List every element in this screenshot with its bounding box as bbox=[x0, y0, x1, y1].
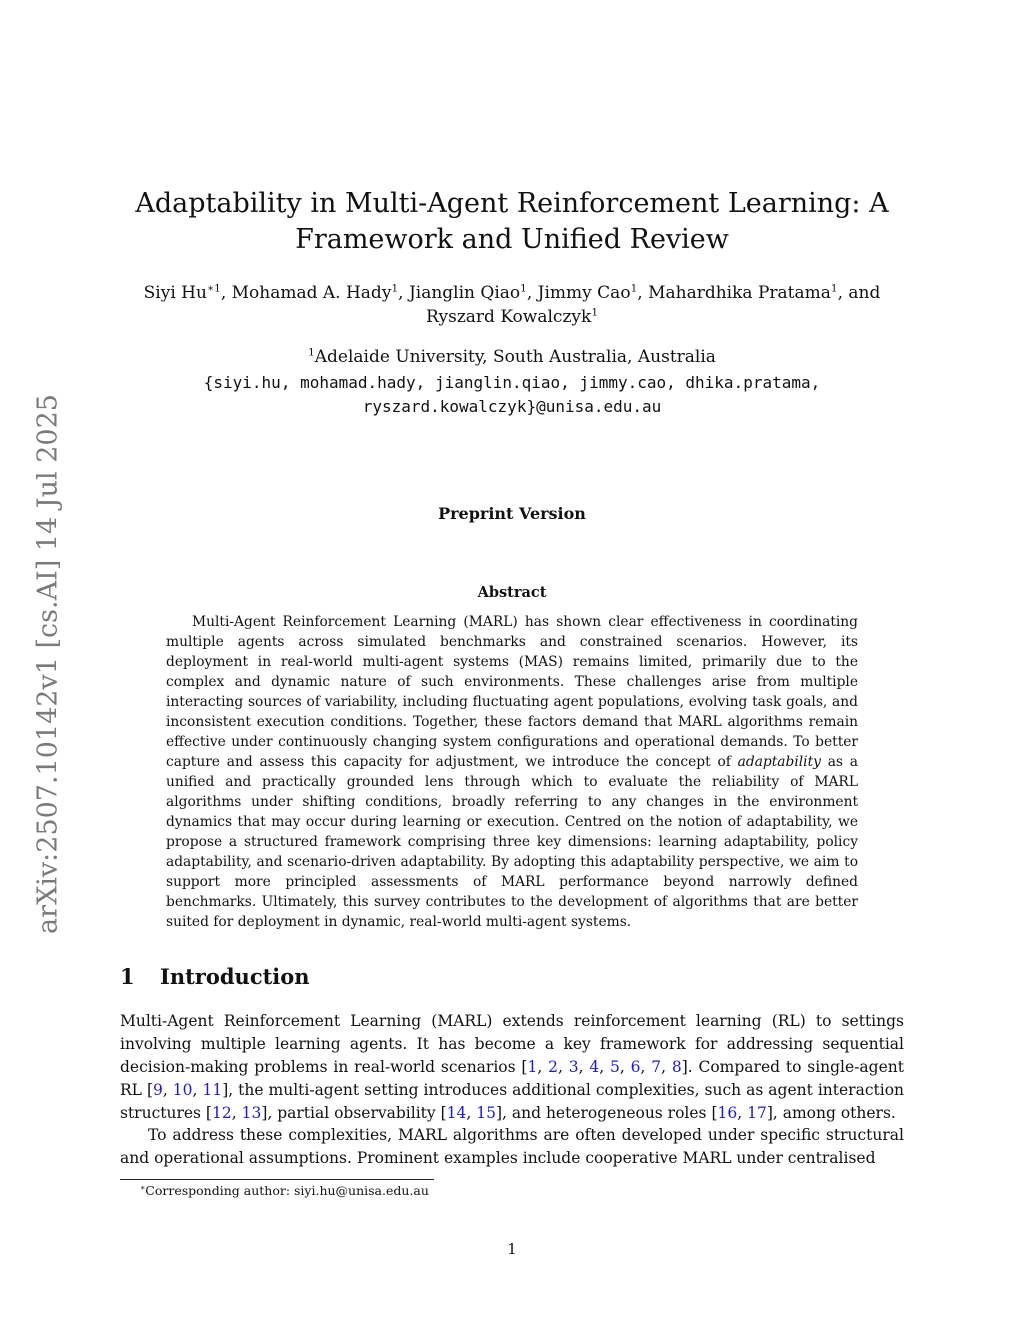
author-affil-mark: 1 bbox=[630, 282, 638, 295]
intro-text: Multi-Agent Reinforcement Learning (MARL) extends reinforcement learning (RL) to settings involving multiple learning agents. It has become a key framework for addressing sequential decision-making problems in real-world scenarios [ bbox=[120, 1012, 904, 1076]
intro-paragraph-2: To address these complexities, MARL algorithms are often developed under specific structural and operational assumptions. Prominent examples include cooperative MARL under centralised bbox=[120, 1126, 904, 1167]
abstract-text-1: Multi-Agent Reinforcement Learning (MARL) has shown clear effectiveness in coordinating multiple agents across simulated benchmarks and constrained scenarios. However, its deployment in real-world multi-agent systems (MAS) remains limited, primarily due to the complex and dynamic nature of such environments. These challenges arise from multiple interacting sources of variability, including fluctuating agent populations, evolving task goals, and inconsistent execution conditions. Together, these factors demand that MARL algorithms remain effective under continuously changing system configurations and operational demands. To better capture and assess this capacity for adjustment, we introduce the concept of bbox=[166, 614, 858, 770]
citation-link[interactable]: 5 bbox=[609, 1058, 620, 1076]
citation-link[interactable]: 4 bbox=[589, 1058, 600, 1076]
citation-link[interactable]: 13 bbox=[241, 1104, 262, 1122]
citation-link[interactable]: 16 bbox=[717, 1104, 738, 1122]
author-affil-mark: 1 bbox=[520, 282, 527, 295]
page-number: 1 bbox=[507, 1240, 517, 1258]
title-line-1: Adaptability in Multi-Agent Reinforcement Learning: A bbox=[135, 188, 889, 219]
footnote bbox=[140, 1183, 429, 1198]
citation-link[interactable]: 8 bbox=[671, 1058, 682, 1076]
arxiv-sidebar-stamp: arXiv:2507.10142v1 [cs.AI] 14 Jul 2025 bbox=[32, 394, 64, 934]
affiliation bbox=[100, 345, 924, 369]
citation-link[interactable]: 12 bbox=[211, 1104, 232, 1122]
footnote-text: Corresponding author: siyi.hu@unisa.edu.au bbox=[145, 1183, 429, 1198]
footnote-mark: ∗ bbox=[140, 1182, 146, 1192]
author-conjunction: and bbox=[848, 283, 881, 303]
title-line-2: Framework and Unified Review bbox=[295, 224, 729, 255]
citation-link[interactable]: 9 bbox=[153, 1081, 163, 1099]
author-affil-mark: 1 bbox=[591, 306, 599, 319]
section-number: 1 bbox=[120, 964, 135, 989]
author-name: Siyi Hu bbox=[143, 283, 207, 303]
email-line-1: {siyi.hu, mohamad.hady, jianglin.qiao, jimmy.cao, dhika.pratama, bbox=[203, 373, 821, 392]
citation-link[interactable]: 11 bbox=[202, 1081, 223, 1099]
section-title: Introduction bbox=[160, 964, 310, 989]
author-list: Siyi $Hu^{∗1}$, Mohamad A. Hady$^1$, Jianglin Qiao$^1$, Jimmy Cao$^1$, Mahardhika Pratama$^1$, and Ryszard Kowalczyk$^1$ bbox=[143, 282, 881, 327]
intro-text: ], partial observability [ bbox=[261, 1104, 447, 1122]
section-heading bbox=[120, 964, 310, 989]
intro-text: ], and heterogeneous roles [ bbox=[495, 1104, 718, 1122]
intro-paragraph-1: Multi-Agent Reinforcement Learning (MARL) extends reinforcement learning (RL) to settings involving multiple learning agents. It has become a key framework for addressing sequential decision-making problems in real-world scenarios [1, 2, 3, 4, 5, 6, 7, 8]. Compared to single-agent RL [9, 10, 11], the multi-agent setting introduces additional complexities, such as agent interaction structures [12, 13], partial observability [14, 15], and heterogeneous roles [16, 17], among others. bbox=[120, 1012, 905, 1122]
abstract-text-2: as a unified and practically grounded lens through which to evaluate the reliability of MARL algorithms under shifting conditions, broadly referring to any changes in the environment dynamics that may occur during learning or execution. Centred on the notion of adaptability, we propose a structured framework comprising three key dimensions: learning adaptability, policy adaptability, and scenario-driven adaptability. By adopting this adaptability perspective, we aim to support more principled assessments of MARL performance beyond narrowly defined benchmarks. Ultimately, this survey contributes to the development of algorithms that are better suited for deployment in dynamic, real-world multi-agent systems. bbox=[166, 754, 858, 930]
citation-link[interactable]: 1 bbox=[527, 1058, 538, 1076]
citation-link[interactable]: 10 bbox=[172, 1081, 193, 1099]
paper-title bbox=[100, 186, 924, 258]
author-affil-mark: 1 bbox=[830, 282, 838, 295]
author-name: Ryszard Kowalczyk bbox=[425, 307, 592, 327]
affiliation-text: Adelaide University, South Australia, Australia bbox=[314, 347, 716, 367]
author-name: Jianglin Qiao bbox=[408, 283, 521, 303]
author-name: Jimmy Cao bbox=[537, 283, 631, 303]
preprint-label: Preprint Version bbox=[438, 504, 586, 523]
author-affil-mark: 1 bbox=[391, 282, 399, 295]
abstract-heading: Abstract bbox=[477, 584, 547, 601]
abstract-body bbox=[166, 612, 858, 932]
citation-link[interactable]: 6 bbox=[630, 1058, 641, 1076]
intro-text: ]. Compared to single-agent RL [ bbox=[120, 1058, 904, 1099]
citation-link[interactable]: 2 bbox=[548, 1058, 558, 1076]
author-emails bbox=[100, 371, 924, 419]
intro-text: ], the multi-agent setting introduces additional complexities, such as agent interaction structures [ bbox=[120, 1081, 905, 1122]
affiliation-mark: 1 bbox=[308, 346, 315, 359]
intro-text: ], among others. bbox=[766, 1104, 896, 1122]
citation-link[interactable]: 14 bbox=[446, 1104, 467, 1122]
author-name: Mahardhika Pratama bbox=[648, 283, 831, 303]
footnote-rule bbox=[120, 1179, 434, 1180]
email-line-2: ryszard.kowalczyk}@unisa.edu.au bbox=[362, 397, 662, 416]
author-affil-mark: ∗1 bbox=[206, 282, 221, 295]
citation-link[interactable]: 7 bbox=[651, 1058, 662, 1076]
citation-link[interactable]: 15 bbox=[476, 1104, 496, 1122]
citation-link[interactable]: 17 bbox=[747, 1104, 767, 1122]
author-name: Mohamad A. Hady bbox=[231, 283, 392, 303]
abstract-emphasis: adaptability bbox=[737, 754, 821, 770]
citation-link[interactable]: 3 bbox=[568, 1058, 579, 1076]
